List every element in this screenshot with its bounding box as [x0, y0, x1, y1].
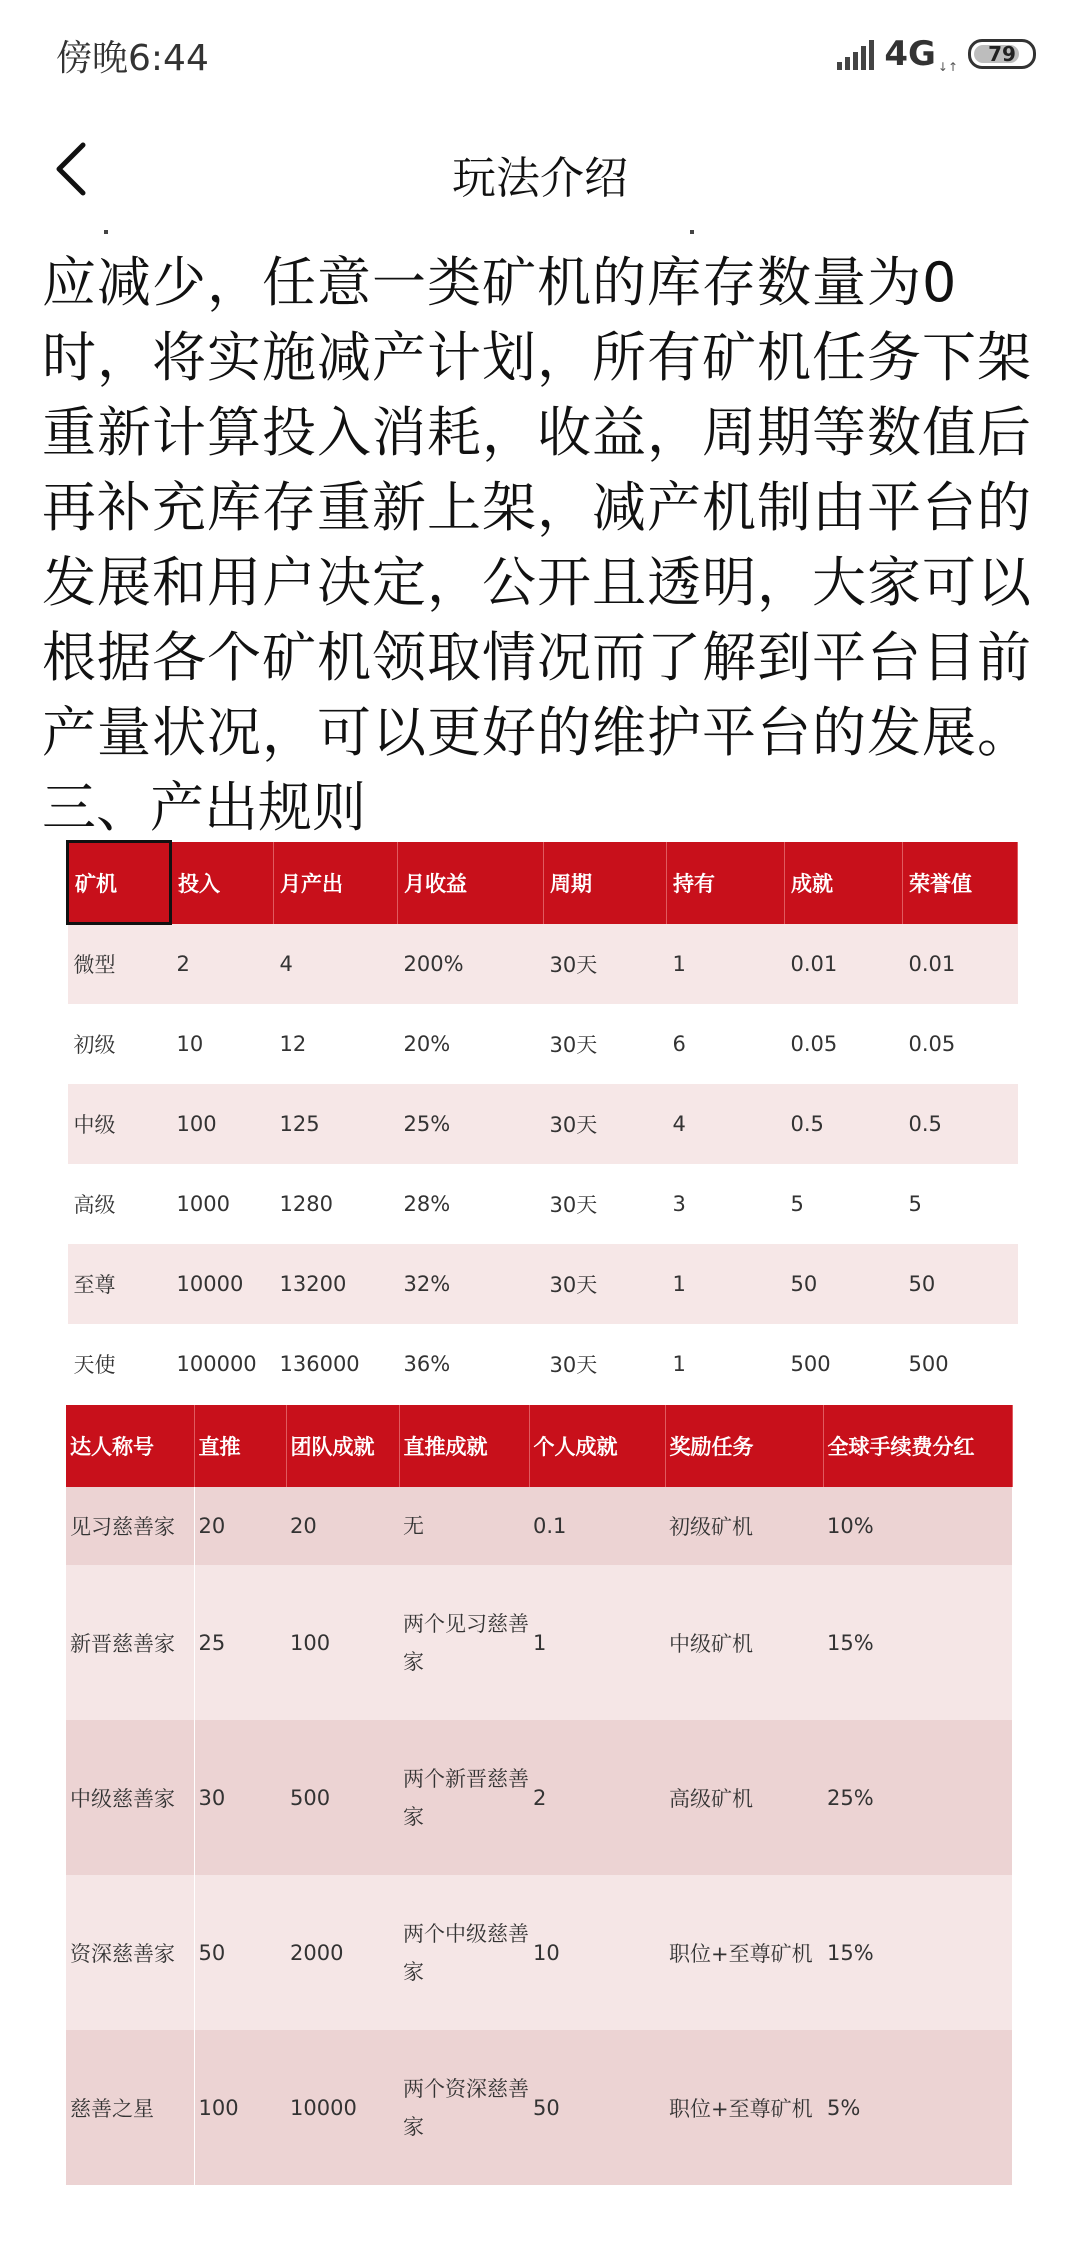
table-cell: 10000: [286, 2030, 399, 2185]
table-cell: 50: [194, 1875, 286, 2030]
table-cell: 0.01: [903, 924, 1018, 1004]
table-row: [68, 1324, 1018, 1404]
header-cell: 团队成就: [286, 1405, 399, 1487]
status-time: 傍晚6:44: [56, 38, 209, 79]
table-cell: 2: [529, 1720, 665, 1875]
table-cell: 100: [171, 1084, 274, 1164]
table-cell: 100: [286, 1565, 399, 1720]
table-cell: 4: [667, 1084, 785, 1164]
header-cell: 全球手续费分红: [823, 1405, 1012, 1487]
table-cell: 职位+至尊矿机: [665, 1875, 823, 2030]
network-type: 4G: [884, 34, 936, 74]
table-cell: 20: [194, 1487, 286, 1565]
table-cell: 中级慈善家: [66, 1720, 194, 1875]
header-cell: 投入: [171, 842, 274, 924]
table-cell: 136000: [274, 1324, 398, 1404]
table-cell: 2000: [286, 1875, 399, 2030]
table-cell: 5: [785, 1164, 903, 1244]
table-cell: 500: [785, 1324, 903, 1404]
table-cell: 职位+至尊矿机: [665, 2030, 823, 2185]
table-row: [68, 1164, 1018, 1244]
table-cell: 至尊: [68, 1244, 171, 1324]
header-cell: 月产出: [274, 842, 398, 924]
table-row: [66, 2030, 1012, 2185]
table-row: [66, 1487, 1012, 1565]
header-cell: 成就: [785, 842, 903, 924]
table-cell: 中级: [68, 1084, 171, 1164]
table-cell: 6: [667, 1004, 785, 1084]
table-cell: 25: [194, 1565, 286, 1720]
network-activity-icon: ↓↑: [937, 60, 958, 74]
table-cell: 4: [274, 924, 398, 1004]
table-cell: 125: [274, 1084, 398, 1164]
table-cell: 0.5: [903, 1084, 1018, 1164]
table-cell: 15%: [823, 1565, 1012, 1720]
table-cell: 1: [667, 924, 785, 1004]
table-cell: 初级矿机: [665, 1487, 823, 1565]
table-cell: 100: [194, 2030, 286, 2185]
table-cell: 200%: [398, 924, 544, 1004]
header-cell: 达人称号: [66, 1405, 194, 1487]
header-cell: 奖励任务: [665, 1405, 823, 1487]
table-cell: 高级: [68, 1164, 171, 1244]
table-cell: 慈善之星: [66, 2030, 194, 2185]
table-cell: 30天: [544, 1324, 667, 1404]
table-row: [66, 1565, 1012, 1720]
table-row: [66, 1720, 1012, 1875]
table-cell: 两个资深慈善家: [399, 2030, 529, 2185]
machine-table-header: [68, 842, 1018, 924]
table-row: [68, 924, 1018, 1004]
table-cell: 32%: [398, 1244, 544, 1324]
table-cell: 500: [903, 1324, 1018, 1404]
table-cell: 36%: [398, 1324, 544, 1404]
machine-table: [66, 840, 1018, 1404]
table-cell: 500: [286, 1720, 399, 1875]
table-cell: 两个中级慈善家: [399, 1875, 529, 2030]
table-cell: 20: [286, 1487, 399, 1565]
table-cell: 12: [274, 1004, 398, 1084]
table-cell: 1: [667, 1324, 785, 1404]
table-cell: 微型: [68, 924, 171, 1004]
table-cell: 28%: [398, 1164, 544, 1244]
table-cell: 25%: [398, 1084, 544, 1164]
battery-percent: 79: [988, 42, 1016, 66]
table-cell: 高级矿机: [665, 1720, 823, 1875]
table-cell: 新晋慈善家: [66, 1565, 194, 1720]
table-cell: 两个见习慈善家: [399, 1565, 529, 1720]
table-cell: 无: [399, 1487, 529, 1565]
table-cell: 50: [903, 1244, 1018, 1324]
table-cell: 50: [785, 1244, 903, 1324]
table-cell: 30天: [544, 1244, 667, 1324]
table-cell: 10: [529, 1875, 665, 2030]
article-paragraph: 应减少，任意一类矿机的库存数量为0 时，将实施减产计划，所有矿机任务下架重新计算投入消耗，收益，周期等数值后再补充库存重新上架，减产机制由平台的发展和用户决定，公开且透明，大家可以根据各个矿机领取情况而了解到平台目前产量状况，可以更好的维护平台的发展。: [42, 251, 1032, 764]
header-cell: 个人成就: [529, 1405, 665, 1487]
status-indicators: [837, 34, 1036, 74]
table-cell: 15%: [823, 1875, 1012, 2030]
header-cell: 持有: [667, 842, 785, 924]
table-cell: 10000: [171, 1244, 274, 1324]
table-cell: 1: [667, 1244, 785, 1324]
header-cell: 矿机: [68, 842, 171, 924]
table-cell: 0.1: [529, 1487, 665, 1565]
section-heading: 三、产出规则: [42, 776, 366, 839]
table-row: [68, 1084, 1018, 1164]
rank-table: [66, 1405, 1013, 2185]
rank-table-header: [66, 1405, 1012, 1487]
header-cell: 周期: [544, 842, 667, 924]
table-cell: 30天: [544, 1004, 667, 1084]
table-cell: 25%: [823, 1720, 1012, 1875]
table-row: [68, 1244, 1018, 1324]
table-row: [68, 1004, 1018, 1084]
signal-icon: [837, 38, 874, 70]
table-row: [66, 1875, 1012, 2030]
table-cell: 10: [171, 1004, 274, 1084]
table-cell: 10%: [823, 1487, 1012, 1565]
table-cell: 2: [171, 924, 274, 1004]
table-cell: 初级: [68, 1004, 171, 1084]
table-cell: 30天: [544, 1164, 667, 1244]
table-cell: 5: [903, 1164, 1018, 1244]
table-cell: 30天: [544, 924, 667, 1004]
header-cell: 直推: [194, 1405, 286, 1487]
table-cell: 1280: [274, 1164, 398, 1244]
header-cell: 直推成就: [399, 1405, 529, 1487]
table-cell: 1: [529, 1565, 665, 1720]
table-cell: 3: [667, 1164, 785, 1244]
status-bar: [0, 0, 1080, 110]
table-cell: 5%: [823, 2030, 1012, 2185]
table-cell: 两个新晋慈善家: [399, 1720, 529, 1875]
page-title: 玩法介绍: [452, 153, 628, 204]
table-cell: 0.05: [903, 1004, 1018, 1084]
table-cell: 30: [194, 1720, 286, 1875]
table-cell: 中级矿机: [665, 1565, 823, 1720]
header-cell: 荣誉值: [903, 842, 1018, 924]
cut-off-text-marks: [0, 230, 1080, 238]
table-cell: 见习慈善家: [66, 1487, 194, 1565]
table-cell: 30天: [544, 1084, 667, 1164]
table-cell: 50: [529, 2030, 665, 2185]
table-cell: 100000: [171, 1324, 274, 1404]
table-cell: 1000: [171, 1164, 274, 1244]
battery-icon: [968, 39, 1036, 69]
table-cell: 13200: [274, 1244, 398, 1324]
nav-bar: [0, 110, 1080, 230]
table-cell: 20%: [398, 1004, 544, 1084]
table-cell: 0.05: [785, 1004, 903, 1084]
table-cell: 0.5: [785, 1084, 903, 1164]
table-cell: 天使: [68, 1324, 171, 1404]
table-cell: 资深慈善家: [66, 1875, 194, 2030]
table-cell: 0.01: [785, 924, 903, 1004]
header-cell: 月收益: [398, 842, 544, 924]
